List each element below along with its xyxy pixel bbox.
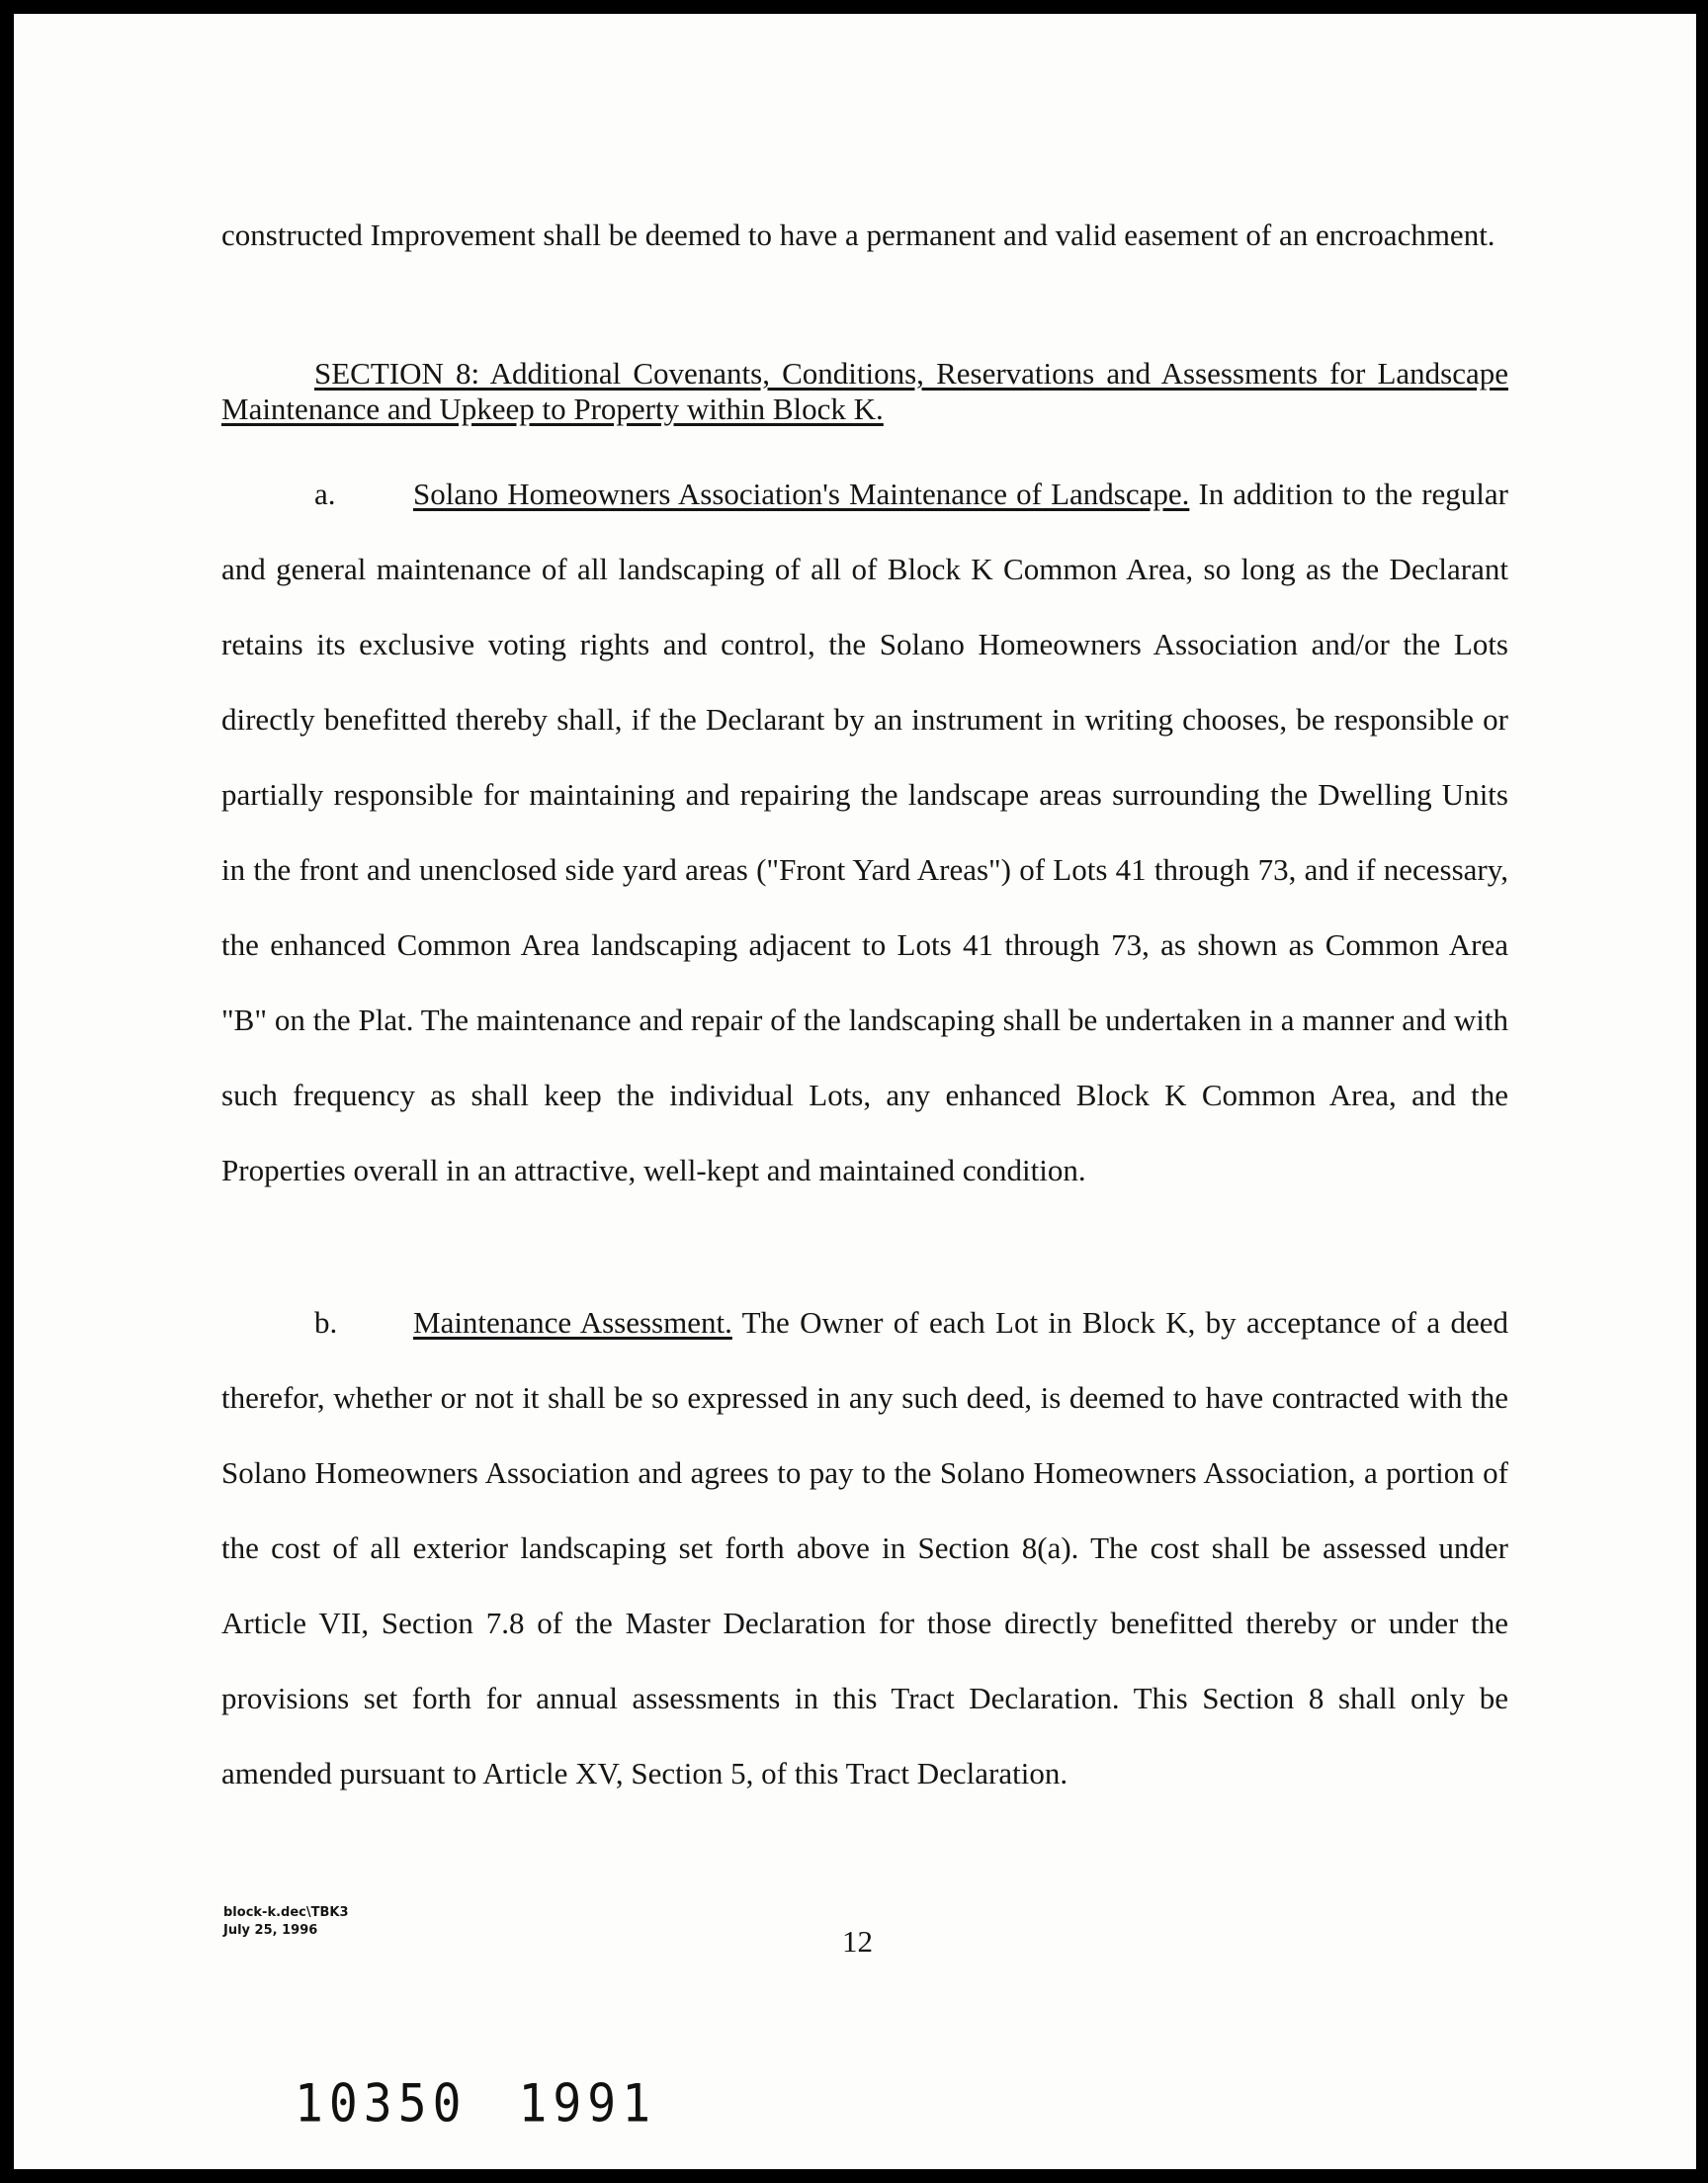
item-a-letter: a.: [314, 477, 336, 511]
footer-file-ref: block-k.dec\TBK3: [223, 1905, 349, 1920]
bates-left: 10350: [295, 2073, 468, 2135]
bates-right: 1991: [518, 2073, 657, 2135]
item-b-title: Maintenance Assessment.: [413, 1305, 732, 1340]
section-heading: SECTION 8: Additional Covenants, Conditions, Reservations and Assessments for Landscape Maintenance and Upkeep to Property within Block K.: [221, 356, 1508, 426]
item-b-paragraph: [221, 1285, 1508, 1811]
item-a-body: In addition to the regular and general maintenance of all landscaping of all of Block K Common Area, so long as the Declarant retains its exclusive voting rights and control, the Solano Homeowners Association and/or the Lots directly benefitted thereby shall, if the Declarant by an instrument in writing chooses, be responsible or partially responsible for maintaining and repairing the landscape areas surrounding the Dwelling Units in the front and unenclosed side yard areas ("Front Yard Areas") of Lots 41 through 73, and if necessary, the enhanced Common Area landscaping adjacent to Lots 41 through 73, as shown as Common Area "B" on the Plat. The maintenance and repair of the landscaping shall be undertaken in a manner and with such frequency as shall keep the individual Lots, any enhanced Block K Common Area, and the Properties overall in an attractive, well-kept and maintained condition.: [221, 477, 1508, 1187]
footer-date: July 25, 1996: [223, 1923, 318, 1938]
document-page: [14, 14, 1696, 2169]
item-a-title: Solano Homeowners Association's Maintenance of Landscape.: [413, 477, 1190, 511]
item-b-letter: b.: [314, 1305, 338, 1340]
item-a-paragraph: [221, 457, 1508, 1208]
item-b-body: The Owner of each Lot in Block K, by acceptance of a deed therefor, whether or not it shall be so expressed in any such deed, is deemed to have contracted with the Solano Homeowners Association and agrees to pay to the Solano Homeowners Association, a portion of the cost of all exterior landscaping set forth above in Section 8(a). The cost shall be assessed under Article VII, Section 7.8 of the Master Declaration for those directly benefitted thereby or under the provisions set forth for annual assessments in this Tract Declaration. This Section 8 shall only be amended pursuant to Article XV, Section 5, of this Tract Declaration.: [221, 1305, 1508, 1790]
continued-paragraph: constructed Improvement shall be deemed to have a permanent and valid easement of an encroachment.: [221, 218, 1495, 252]
footer-file-info: [223, 1904, 349, 1940]
bates-number: [295, 2073, 656, 2135]
page-number: 12: [842, 1924, 873, 1959]
